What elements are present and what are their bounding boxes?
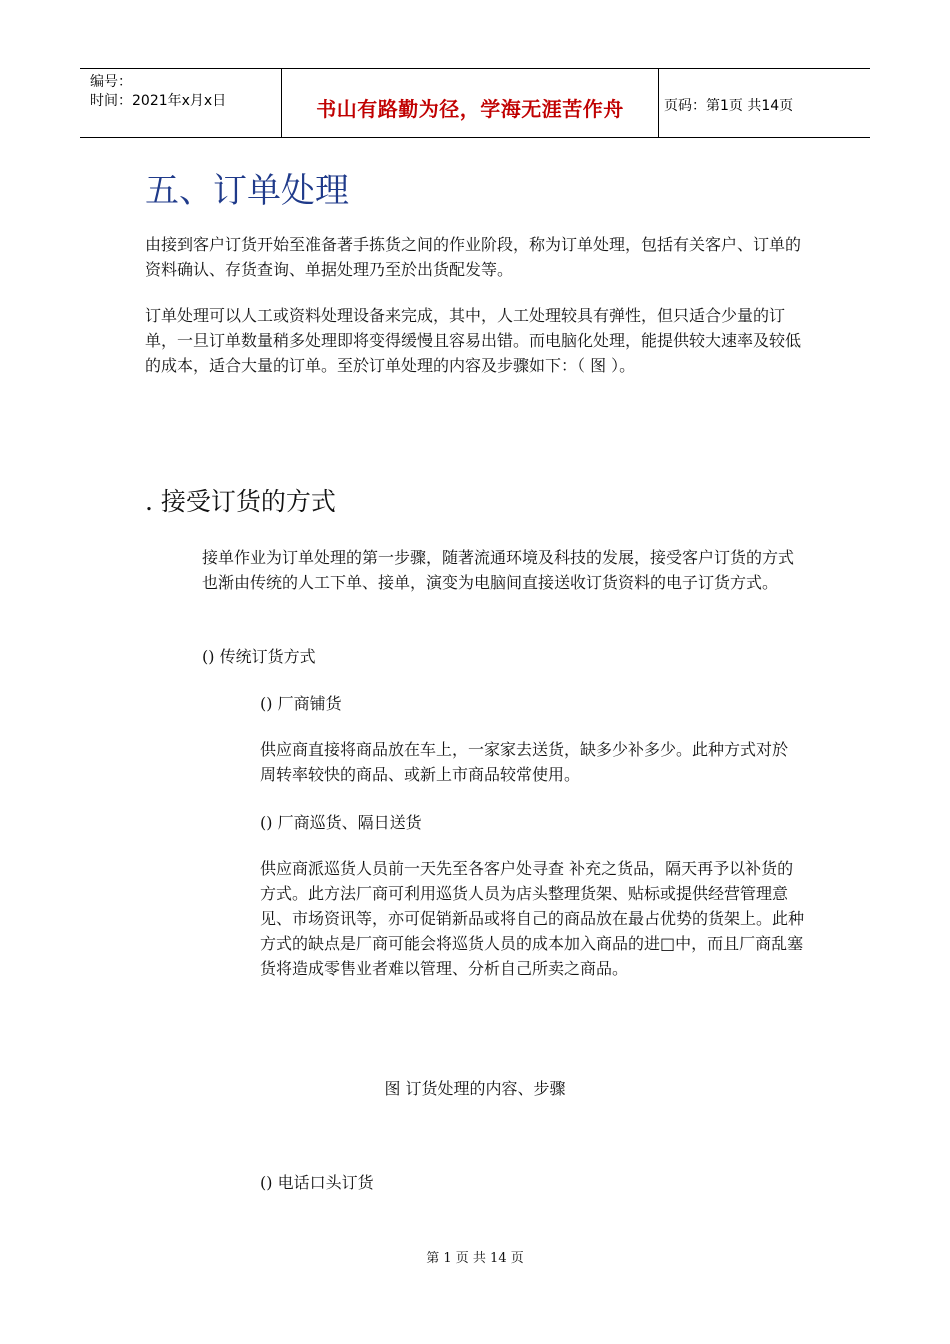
section-heading: . 接受订货的方式 (145, 487, 336, 516)
document-header (80, 68, 870, 138)
figure-caption: 图 订货处理的内容、步骤 (384, 1079, 566, 1098)
number-label: 编号： (90, 74, 132, 90)
header-divider (658, 69, 659, 137)
header-page-info: 页码：第1页 共14页 (664, 98, 794, 114)
time-label: 时间：2021年x月x日 (90, 93, 227, 109)
intro-paragraph-1: 由接到客户订货开始至准备著手拣货之间的作业阶段，称为订单处理，包括有关客户、订单的资料确认、存货查询、单据处理乃至於出货配发等。 (145, 235, 802, 279)
section-body: 接单作业为订单处理的第一步骤，随著流通环境及科技的发展，接受客户订货的方式也渐由传统的人工下单、接单，演变为电脑间直接送收订货资料的电子订货方式。 (202, 548, 795, 592)
page-footer: 第 1 页 共 14 页 (426, 1251, 524, 1266)
subheading-traditional: () 传统订货方式 (202, 647, 316, 666)
header-meta (90, 73, 226, 111)
item-title-1: () 厂商铺货 (260, 694, 342, 713)
item-title-3: () 电话口头订货 (260, 1173, 374, 1192)
item-body-1: 供应商直接将商品放在车上，一家家去送货，缺多少补多少。此种方式对於周转率较快的商品、或新上市商品较常使用。 (260, 740, 789, 784)
intro-paragraph-2: 订单处理可以人工或资料处理设备来完成，其中，人工处理较具有弹性，但只适合少量的订单，一旦订单数量稍多处理即将变得缓慢且容易出错。而电脑化处理，能提供较大速率及较低的成本，适合大量的订单。至於订单处理的内容及步骤如下：（ 图 ）。 (145, 306, 802, 375)
header-motto: 书山有路勤为径，学海无涯苦作舟 (316, 97, 624, 121)
item-title-2: () 厂商巡货、隔日送货 (260, 813, 422, 832)
page-title: 五、订单处理 (145, 171, 349, 211)
item-body-2: 供应商派巡货人员前一天先至各客户处寻查 补充之货品，隔天再予以补货的方式。此方法厂商可利用巡货人员为店头整理货架、贴标或提供经营管理意见、市场资讯等，亦可促销新品或将自己的商品放在最占优势的货架上。此种方式的缺点是厂商可能会将巡货人员的成本加入商品的进□中，而且厂商乱塞货将造成零售业者难以管理、分析自己所卖之商品。 (260, 859, 805, 978)
